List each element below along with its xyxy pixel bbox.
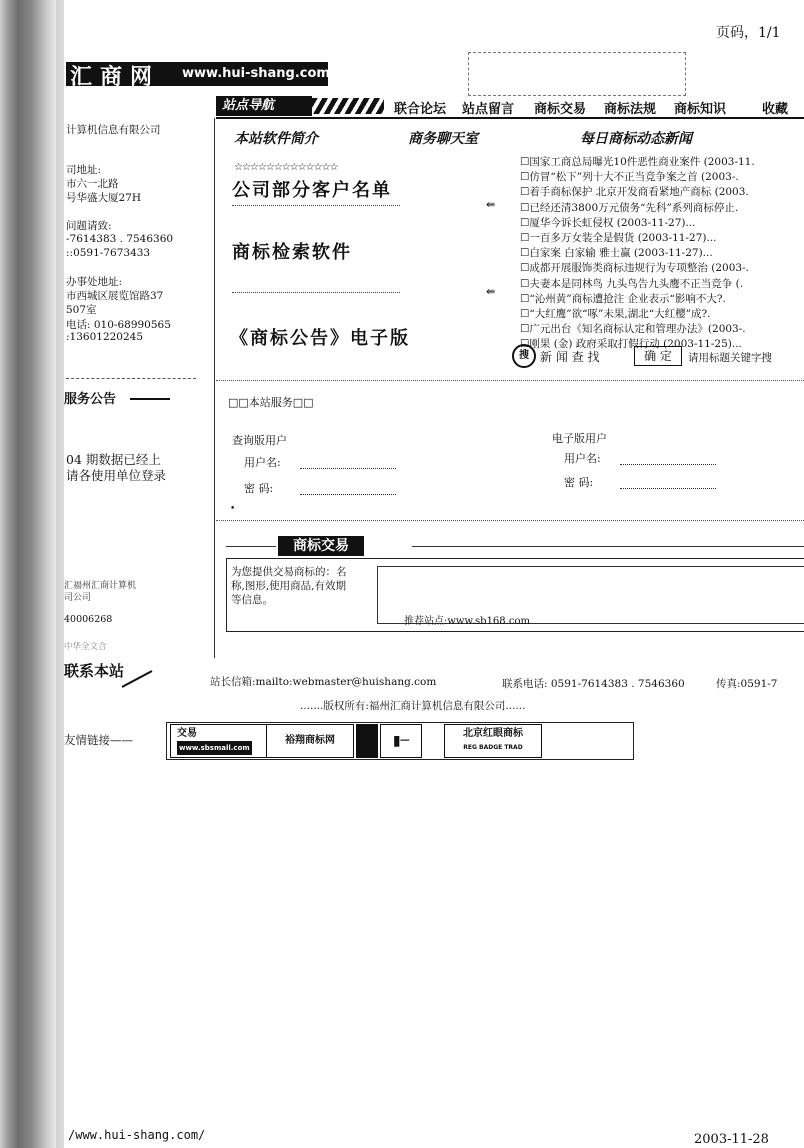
news-item[interactable]: ☐一百多万女装全是假货 (2003-11-27)... [520, 231, 717, 244]
news-item[interactable]: ☐国家工商总局曝光10件恶性商业案件 (2003-11. [520, 156, 755, 168]
nav-main-label: 站点导航 [216, 96, 312, 116]
news-item[interactable]: ☐已经还清3800万元债务“先科”系列商标停止. [520, 201, 739, 214]
sidebar-address-label: 司地址: [66, 164, 102, 176]
news-item[interactable]: ☐成都开展服饰类商标违规行为专项整治 (2003-. [520, 262, 749, 275]
scan-edge-line [56, 0, 64, 1148]
news-item[interactable]: ☐刚果 (金) 政府采取打假行动 (2003-11-25)... [520, 338, 742, 351]
nav-item-laws[interactable]: 商标法规 [604, 102, 657, 117]
sidebar-divider [66, 378, 196, 379]
sidebar-footer-company1: 汇福州汇商计算机 [64, 581, 137, 591]
sidebar-address-line1: 市六一北路 [66, 178, 119, 190]
query-username-input[interactable] [300, 468, 396, 469]
news-item[interactable]: ☐夫妻本是同林鸟 九头鸟告九头鹰不正当竞争 (. [520, 277, 744, 290]
sidebar-office-mobile: :13601220245 [66, 331, 144, 343]
trade-desc-line1: 为您提供交易商标的：名 [231, 566, 347, 578]
ebook-username-input[interactable] [620, 464, 716, 465]
friend-link-beijing-sub: REG BADGE TRAD [463, 744, 523, 751]
page-footer-url: /www.hui-shang.com/ [68, 1128, 206, 1142]
sidebar-separator [214, 118, 215, 658]
sidebar-notice-line2: 请各使用单位登录 [66, 468, 167, 483]
trade-desc-line2: 称,图形,使用商品,有效期 [231, 580, 347, 592]
site-logo[interactable]: 汇商网 [70, 65, 161, 90]
friend-link-graphic-block: ▮─ [380, 724, 422, 758]
query-password-input[interactable] [300, 494, 396, 495]
friend-link-yuxiang[interactable]: 裕翔商标网 [266, 724, 354, 758]
search-confirm-button[interactable]: 确 定 [634, 346, 682, 366]
sidebar-company: 计算机信息有限公司 [66, 124, 161, 136]
software-gazette-ebook[interactable]: 《商标公告》电子版 [230, 328, 410, 349]
nav-item-knowledge[interactable]: 商标知识 [674, 102, 727, 117]
notice-title-rule [130, 398, 170, 400]
friend-link-graphic-icon [356, 724, 378, 758]
section-intro: 本站软件简介 [234, 131, 318, 147]
ebook-password-input[interactable] [620, 488, 716, 489]
news-item[interactable]: ☐“大红鹰”欲“啄”未果,湖北“大红樱”成?. [520, 307, 711, 320]
section-daily-news: 每日商标动态新闻 [580, 131, 692, 147]
news-item[interactable]: ☐仿冒“松下”列十大不正当竞争案之首 (2003-. [520, 171, 739, 184]
news-item[interactable]: ☐着手商标保护 北京开发商看紧地产商标 (2003. [520, 186, 749, 199]
arrow-left-icon-2: ⇚ [486, 285, 496, 298]
services-title: □□本站服务□□ [228, 396, 314, 409]
nav-item-forum[interactable]: 联合论坛 [394, 102, 447, 117]
sidebar-footer-num: 40006268 [64, 614, 113, 625]
sidebar-contact-title: 联系本站 [64, 662, 125, 680]
nav-item-bookmark[interactable]: 收藏 [762, 102, 789, 117]
query-password-label: 密 码: [244, 482, 274, 495]
news-search-label: 新 闻 查 找 [540, 350, 600, 364]
nav-underline [216, 117, 804, 119]
software-stars: ☆☆☆☆☆☆☆☆☆☆☆☆☆ [234, 162, 338, 173]
nav-decoration [312, 98, 384, 114]
news-item[interactable]: ☐“沁州黄”商标遭抢注 企业表示“影响不大?. [520, 292, 726, 305]
section-divider-2 [216, 520, 804, 521]
query-user-label: 查询版用户 [232, 434, 287, 447]
software-search-tool[interactable]: 商标检索软件 [232, 242, 352, 263]
friend-link-beijing[interactable] [444, 724, 542, 758]
friend-link-trade[interactable] [170, 724, 268, 758]
search-hint: 请用标题关键字搜 [688, 352, 772, 364]
footer-copyright: .......版权所有:福州汇商计算机信息有限公司...... [300, 700, 526, 712]
page-footer-date: 2003-11-28 [694, 1132, 769, 1147]
contact-title-swoosh [122, 670, 153, 688]
sidebar-office-line1: 市西城区展览馆路37 [66, 290, 164, 302]
news-item[interactable]: ☐厦华今诉长虹侵权 (2003-11-27)... [520, 216, 696, 229]
footer-phone: 联系电话: 0591-7614383 . 7546360 [502, 678, 685, 690]
dotted-rule-1 [232, 205, 400, 206]
ebook-password-label: 密 码: [564, 476, 594, 489]
dotted-rule-2 [232, 292, 400, 293]
bullet-dot: • [230, 504, 236, 514]
nav-item-trade[interactable]: 商标交易 [534, 102, 587, 117]
search-icon: 搜 [512, 344, 536, 368]
ebook-username-label: 用户名: [564, 452, 601, 465]
sidebar-footer-company2: 司公司 [64, 593, 92, 603]
sidebar-notice-line1: 04 期数据已经上 [66, 452, 161, 467]
sidebar-office-phone: 电话: 010-68990565 [66, 319, 171, 331]
banner-placeholder [468, 52, 686, 96]
sidebar-office-line2: 507室 [66, 304, 97, 316]
news-item[interactable]: ☐白家案 白家输 雅士赢 (2003-11-27)... [520, 247, 713, 260]
software-client-list[interactable]: 公司部分客户名单 [232, 180, 392, 201]
sidebar-footer-note: 中华全文合 [64, 642, 107, 652]
footer-fax: 传真:0591-7 [716, 678, 778, 690]
friend-link-trade-url: www.sbsmall.com [177, 741, 252, 755]
sidebar-address-line2: 号华盛大厦27H [66, 192, 142, 204]
friend-link-beijing-title: 北京红眼商标 [463, 728, 523, 739]
section-divider-1 [216, 380, 804, 381]
nav-item-guestbook[interactable]: 站点留言 [462, 102, 515, 117]
arrow-left-icon-1: ⇚ [486, 198, 496, 211]
news-list [520, 154, 804, 351]
trade-desc-line3: 等信息。 [231, 594, 273, 606]
sidebar-inquiry-label: 问题请致: [66, 220, 112, 232]
friend-links-label: 友情链接—— [64, 733, 133, 747]
sidebar-notice-title: 服务公告 [64, 392, 117, 407]
scan-edge-shadow [0, 0, 62, 1148]
query-username-label: 用户名: [244, 456, 281, 469]
site-logo-url[interactable]: www.hui-shang.com [182, 66, 330, 81]
trade-title: 商标交易 [278, 536, 364, 556]
sidebar-office-label: 办事处地址: [66, 276, 123, 288]
sidebar-inquiry-fax: ::0591-7673433 [66, 247, 151, 259]
news-item[interactable]: ☐广元出台《知名商标认定和管理办法》(2003-. [520, 323, 746, 336]
friend-link-trade-title: 交易 [177, 728, 197, 739]
trade-rule-right [412, 546, 804, 547]
page-indicator: 页码，1/1 [716, 25, 781, 41]
section-chatroom[interactable]: 商务聊天室 [408, 131, 478, 147]
footer-email[interactable]: 站长信箱:mailto:webmaster@huishang.com [210, 676, 437, 688]
sidebar-inquiry-phone: -7614383 . 7546360 [66, 233, 174, 245]
trade-recommend-link[interactable]: 推荐站点:www.sb168.com [404, 616, 530, 627]
trade-rule-left [226, 546, 276, 547]
ebook-user-label: 电子版用户 [552, 432, 607, 445]
